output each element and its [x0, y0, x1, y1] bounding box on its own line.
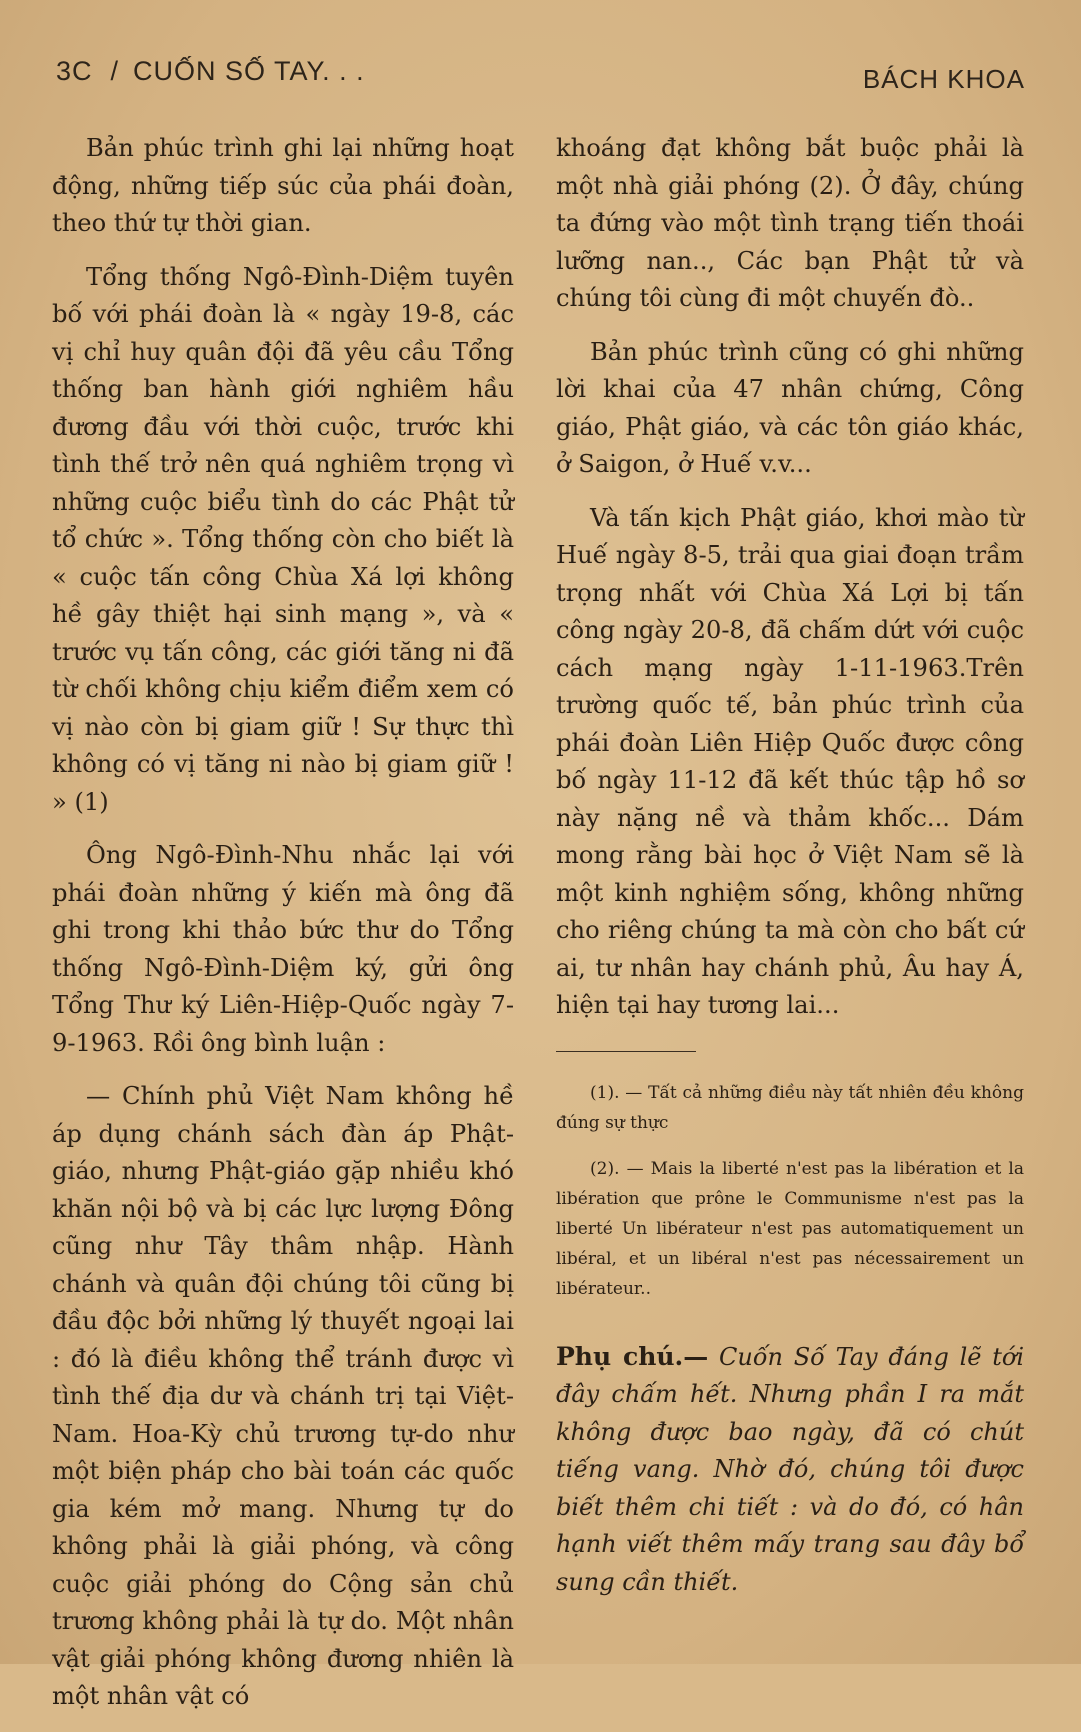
paragraph: Và tấn kịch Phật giáo, khơi mào từ Huế ngày 8-5, trải qua giai đoạn trầm trọng nhất với Chùa Xá Lợi bị tấn công ngày 20-8, đã chấm dứt với cuộc cách mạng ngày 1-11-1963.Trên trường quốc tế, bản phúc trình của phái đoàn Liên Hiệp Quốc được công bố ngày 11-12 đã kết thúc tập hồ sơ này nặng nề và thảm khốc... Dám mong rằng bài học ở Việt Nam sẽ là một kinh nghiệm sống, không những cho riêng chúng ta mà còn cho bất cứ ai, tư nhân hay chánh phủ, Âu hay Á, hiện tại hay tương lai...: [556, 503, 1024, 1019]
paragraph: Tổng thống Ngô-Đình-Diệm tuyên bố với phái đoàn là « ngày 19-8, các vị chỉ huy quân đội đã yêu cầu Tổng thống ban hành giới nghiêm hầu đương đầu với thời cuộc, trước khi tình thế trở nên quá nghiêm trọng vì những cuộc biểu tình do các Phật tử tổ chức ». Tổng thống còn cho biết là « cuộc tấn công Chùa Xá lợi không hề gây thiệt hại sinh mạng », và « trước vụ tấn công, các giới tăng ni đã từ chối không chịu kiểm điểm xem có vị nào còn bị giam giữ ! Sự thực thì không có vị tăng ni nào bị giam giữ ! » (1): [52, 262, 514, 816]
paragraph: — Chính phủ Việt Nam không hề áp dụng chánh sách đàn áp Phật-giáo, nhưng Phật-giáo gặp nhiều khó khăn nội bộ và bị các lực lượng Đông cũng như Tây thâm nhập. Hành chánh và quân đội chúng tôi cũng bị đầu độc bởi những lý thuyết ngoại lai : đó là điều không thể tránh được vì tình thế địa dư và chánh trị tại Việt-Nam. Hoa-Kỳ chủ trương tự-do như một biện pháp cho bài toán các quốc gia kém mở mang. Nhưng tự do không phải là giải phóng, và công cuộc giải phóng do Cộng sản chủ trương không phải là tự do. Một nhân vật giải phóng không đương nhiên là một nhân vật có: [52, 1082, 514, 1710]
header-left: [56, 56, 365, 87]
running-title: CUỐN SỐ TAY. . .: [133, 56, 365, 86]
note-heading: Phụ chú.—: [556, 1341, 709, 1371]
page-number: 3C: [56, 56, 93, 86]
right-column: [556, 130, 1024, 1601]
note-body: Cuốn Số Tay đáng lẽ tới đây chấm hết. Nhưng phần I ra mắt không được bao ngày, đã có chút tiếng vang. Nhờ đó, chúng tôi được biết thêm chi tiết : và do đó, có hân hạnh viết thêm mấy trang sau đây bổ sung cần thiết.: [556, 1342, 1024, 1596]
editor-note: [556, 1338, 1024, 1602]
header-separator: /: [110, 56, 120, 86]
page-header: [56, 56, 1025, 96]
footnote-2: (2). — Mais la liberté n'est pas la libération et la libération que prône le Communisme n'est pas la liberté Un libérateur n'est pas automatiquement un libéral, et un libéral n'est pas nécessairement un libérateur..: [556, 1158, 1024, 1299]
footnote-1: (1). — Tất cả những điều này tất nhiên đều không đúng sự thực: [556, 1082, 1024, 1133]
paragraph: Bản phúc trình ghi lại những hoạt động, những tiếp súc của phái đoàn, theo thứ tự thời gian.: [52, 134, 514, 237]
left-column: [52, 130, 514, 1732]
footnote-rule: [556, 1051, 696, 1052]
paragraph: Bản phúc trình cũng có ghi những lời khai của 47 nhân chứng, Công giáo, Phật giáo, và các tôn giáo khác, ở Saigon, ở Huế v.v...: [556, 337, 1024, 478]
magazine-name: BÁCH KHOA: [862, 64, 1025, 94]
paragraph: khoáng đạt không bắt buộc phải là một nhà giải phóng (2). Ở đây, chúng ta đứng vào một tình trạng tiến thoái lưỡng nan.., Các bạn Phật tử và chúng tôi cùng đi một chuyến đò..: [556, 134, 1024, 312]
paragraph: Ông Ngô-Đình-Nhu nhắc lại với phái đoàn những ý kiến mà ông đã ghi trong khi thảo bức thư do Tổng thống Ngô-Đình-Diệm ký, gửi ông Tổng Thư ký Liên-Hiệp-Quốc ngày 7-9-1963. Rồi ông bình luận :: [52, 841, 514, 1057]
